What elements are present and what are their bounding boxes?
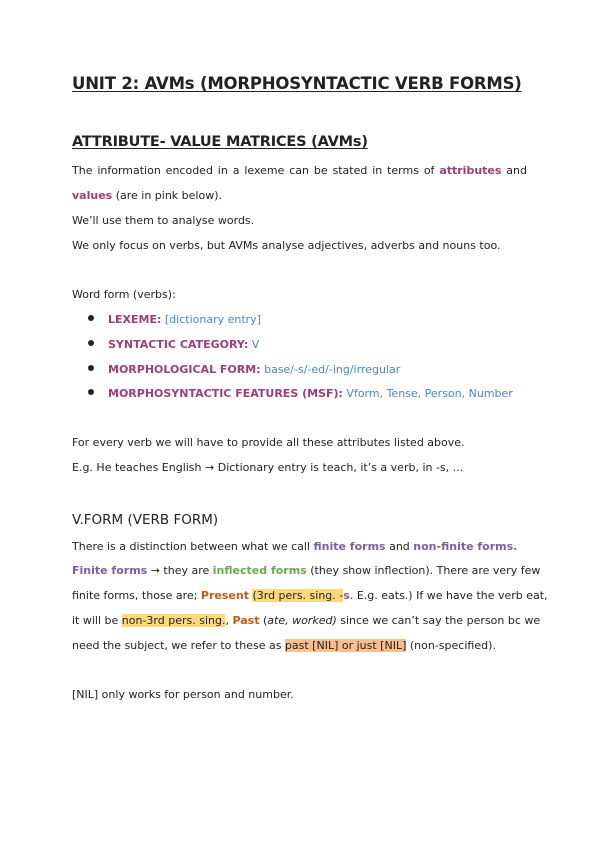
text-run: it will be	[72, 614, 122, 627]
paragraph-line	[72, 614, 541, 628]
paragraph-line: We only focus on verbs, but AVMs analyse adjectives, adverbs and nouns too.	[72, 239, 501, 252]
highlight-past-nil: past [NIL] or just [NIL]	[284, 639, 407, 652]
text-run: need the subject, we refer to these as	[72, 639, 285, 652]
list-item-syntactic-category	[88, 338, 259, 352]
list-item-morphological-form	[88, 363, 400, 377]
text-run: and	[501, 164, 527, 177]
term-present: Present	[200, 589, 249, 602]
text-run: since we can’t say the person bc we	[336, 614, 541, 627]
bullet-icon	[88, 389, 94, 395]
term-non-finite-forms: non-finite forms.	[413, 540, 518, 553]
list-item-lexeme	[88, 313, 261, 327]
paragraph-line	[72, 589, 548, 603]
text-run: and	[385, 540, 414, 553]
text-run: (non-specified).	[406, 639, 496, 652]
attribute-value: base/-s/-ed/-ing/irregular	[260, 363, 401, 376]
attribute-value: Vform, Tense, Person, Number	[342, 387, 513, 400]
text-run: . E.g. eats.) If we have the verb eat,	[349, 589, 548, 602]
text-run: (	[259, 614, 268, 627]
example-line: E.g. He teaches English → Dictionary entry is teach, it’s a verb, in -s, ...	[72, 461, 464, 474]
term-finite-forms: Finite forms	[72, 564, 148, 577]
text-run: → they are	[147, 564, 213, 577]
bullet-icon	[88, 340, 94, 346]
term-inflected-forms: inflected forms	[212, 564, 307, 577]
paragraph-line	[72, 189, 222, 203]
bullet-icon	[88, 365, 94, 371]
section-heading-vform: V.FORM (VERB FORM)	[72, 512, 219, 528]
paragraph-line: For every verb we will have to provide all these attributes listed above.	[72, 436, 465, 449]
paragraph-line	[72, 164, 527, 178]
attribute-label: SYNTACTIC CATEGORY:	[108, 338, 249, 351]
term-s-suffix: s	[343, 589, 350, 602]
highlight-non-3rd-pers-sing: non-3rd pers. sing.	[121, 614, 226, 627]
attribute-value: V	[248, 338, 260, 351]
text-run: ,	[225, 614, 233, 627]
term-values: values	[72, 189, 113, 202]
bullet-icon	[88, 315, 94, 321]
text-run: (are in pink below).	[112, 189, 222, 202]
attribute-label: MORPHOSYNTACTIC FEATURES (MSF):	[108, 387, 343, 400]
term-attributes: attributes	[439, 164, 502, 177]
attribute-value: [dictionary entry]	[161, 313, 261, 326]
section-heading-avms: ATTRIBUTE- VALUE MATRICES (AVMs)	[72, 134, 368, 150]
paragraph-line: [NIL] only works for person and number.	[72, 688, 294, 701]
term-finite-forms: finite forms	[313, 540, 386, 553]
paragraph-line	[72, 540, 517, 554]
attribute-label: LEXEME:	[108, 313, 162, 326]
term-past: Past	[232, 614, 260, 627]
text-run: There is a distinction between what we call	[72, 540, 314, 553]
paragraph-line	[72, 639, 496, 653]
paragraph-line	[72, 564, 541, 578]
text-run: The information encoded in a lexeme can be stated in terms of	[72, 164, 440, 177]
attribute-label: MORPHOLOGICAL FORM:	[108, 363, 261, 376]
text-run: finite forms, those are;	[72, 589, 201, 602]
text-run: (they show inflection). There are very few	[306, 564, 541, 577]
paragraph-line: We’ll use them to analyse words.	[72, 214, 255, 227]
word-form-intro: Word form (verbs):	[72, 288, 176, 301]
list-item-msf	[88, 387, 513, 401]
highlight-3rd-pers-sing: (3rd pers. sing. -	[252, 589, 344, 602]
example-italic: ate, worked)	[267, 614, 337, 627]
page-title: UNIT 2: AVMs (MORPHOSYNTACTIC VERB FORMS)	[72, 74, 522, 93]
